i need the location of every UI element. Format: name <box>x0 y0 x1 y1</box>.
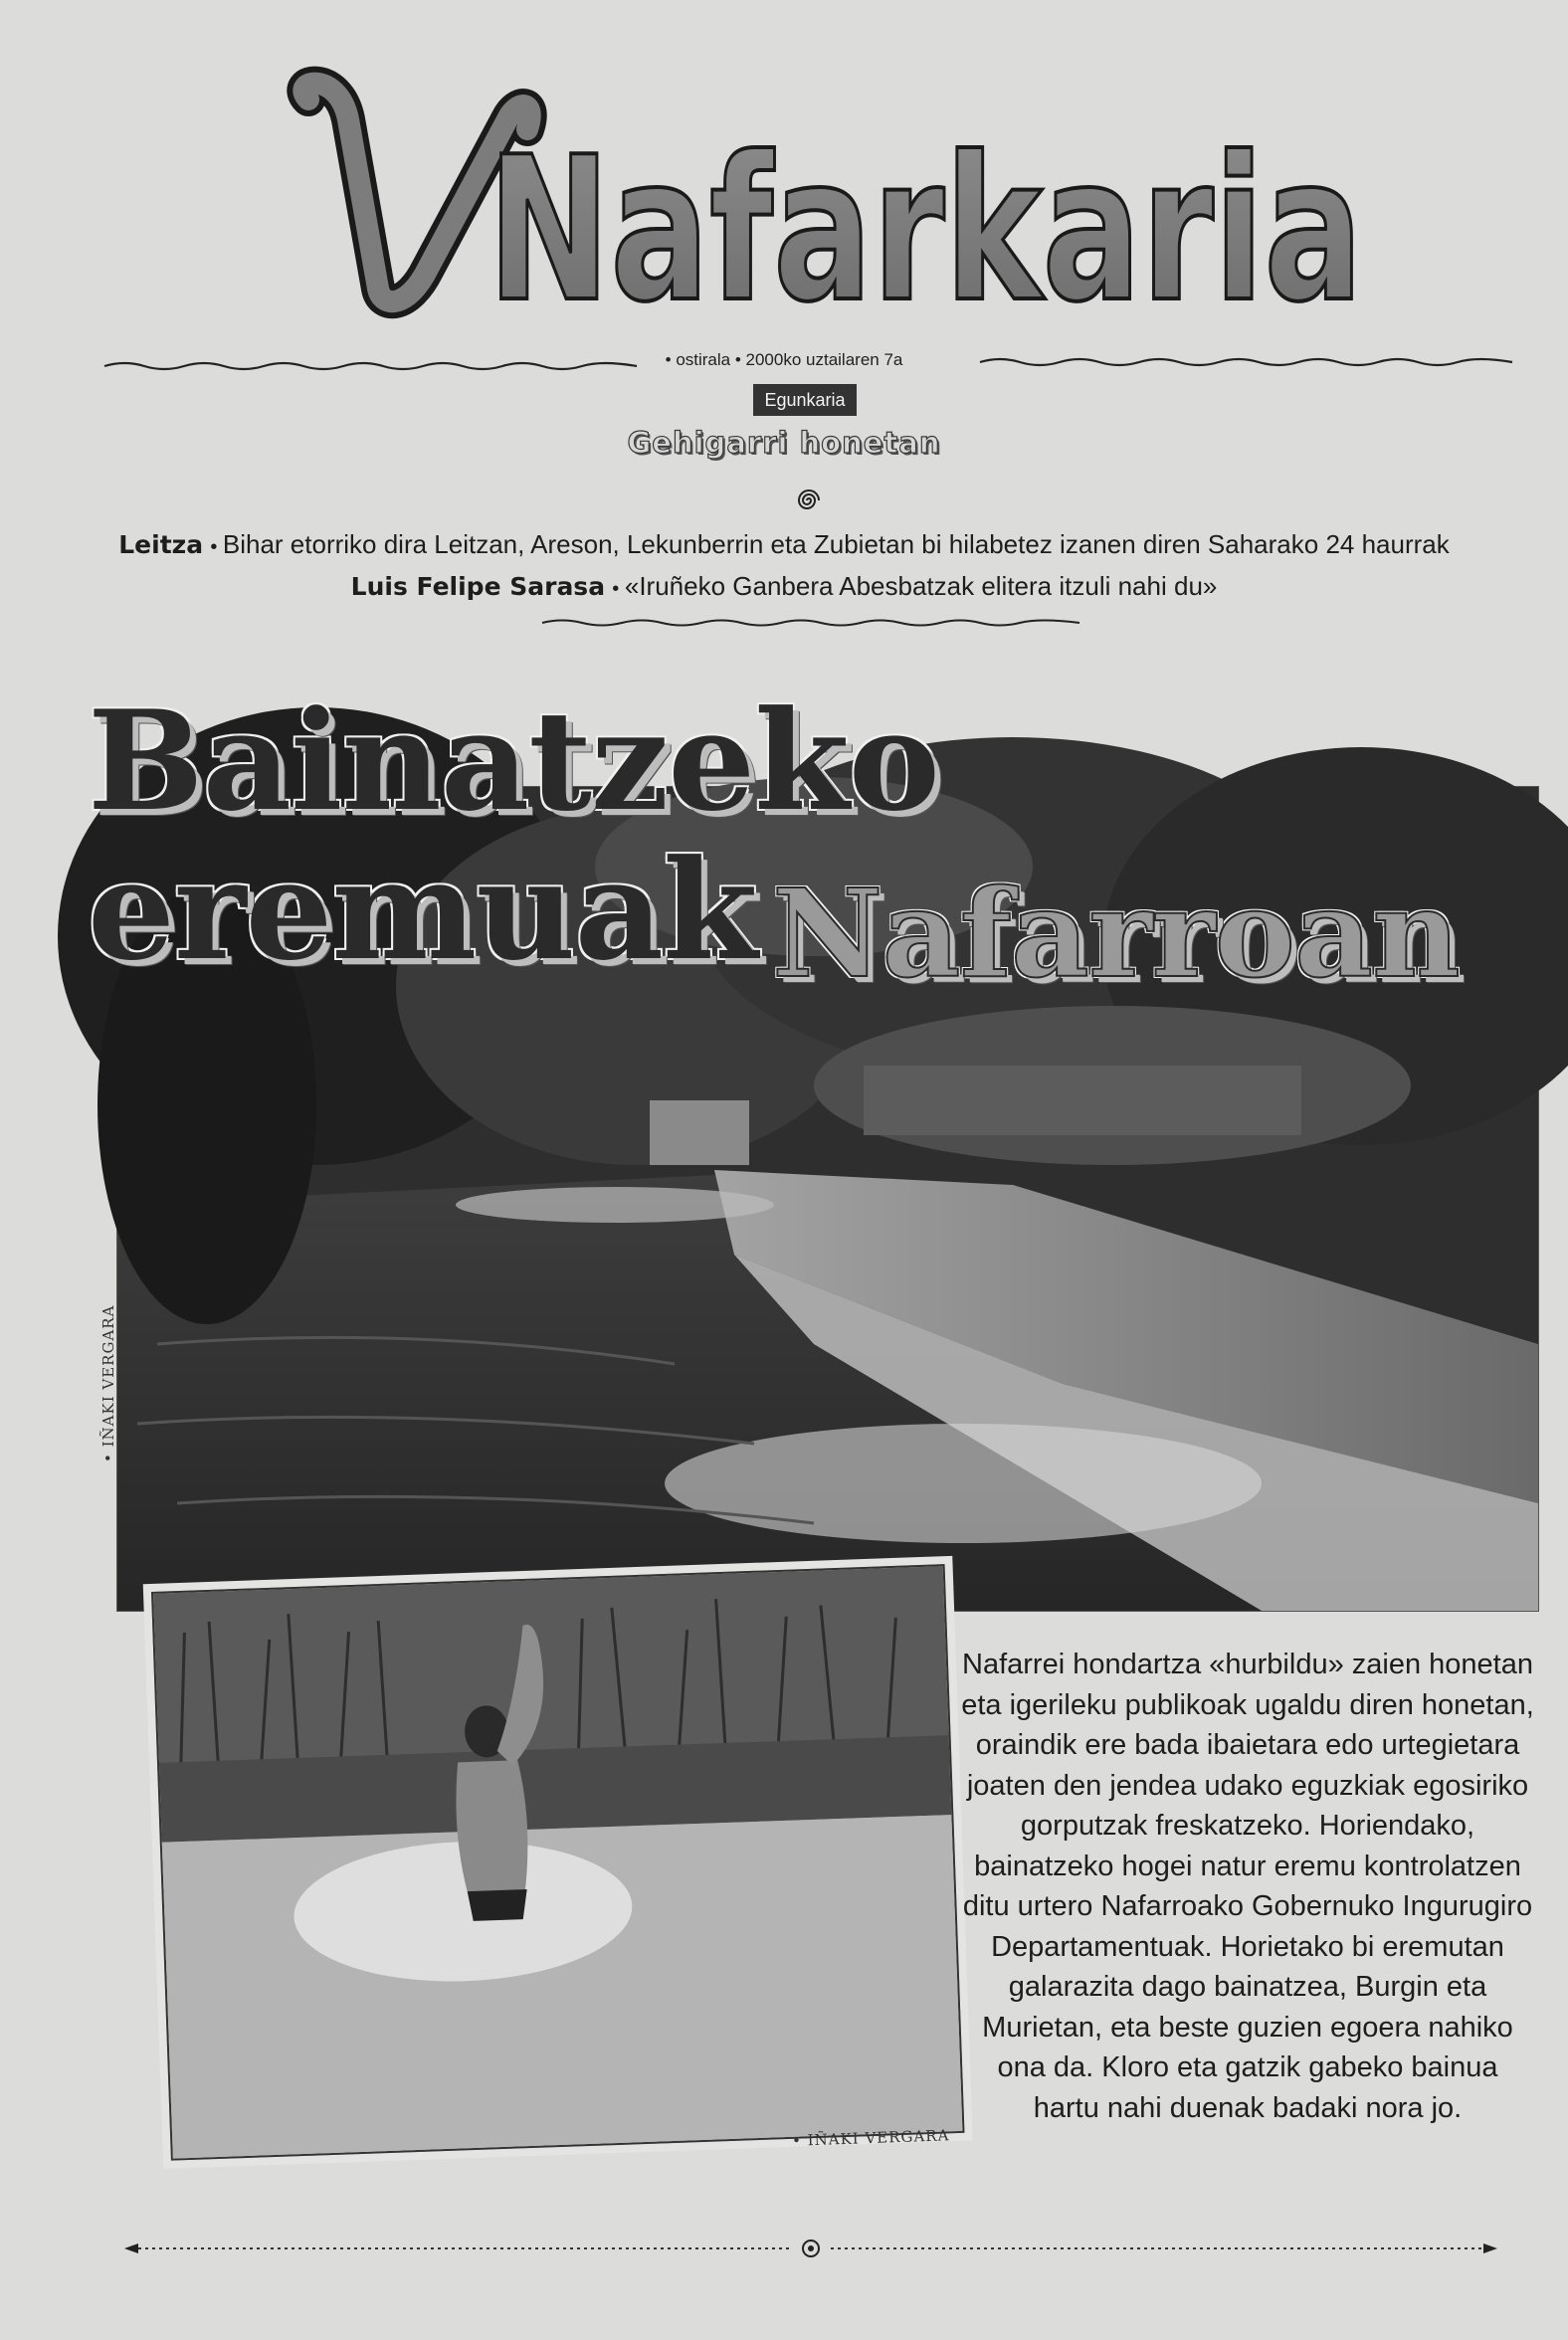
teaser-text: «Iruñeko Ganbera Abesbatzak elitera itzuli nahi du» <box>624 571 1218 601</box>
teaser-leitza[interactable] <box>0 529 1568 560</box>
teaser-text: Bihar etorriko dira Leitzan, Areson, Lekunberrin eta Zubietan bi hilabetez izanen diren Saharako 24 haurrak <box>222 529 1450 559</box>
teaser-sarasa[interactable] <box>0 571 1568 602</box>
bottom-rule <box>124 2239 1497 2258</box>
teaser-lead: Luis Felipe Sarasa <box>350 572 606 601</box>
bullet: • <box>612 578 625 600</box>
supplement-heading: Gehigarri honetan <box>627 426 941 460</box>
photo-credit-swimmer: • IÑAKI VERGARA <box>791 2126 950 2150</box>
teaser-rule <box>542 615 1079 631</box>
teaser-lead: Leitza <box>118 530 204 559</box>
swimmer-photo <box>151 1564 964 2161</box>
egunkaria-badge: Egunkaria <box>753 384 857 416</box>
headline-line-2: Nafarroan <box>772 862 1460 1005</box>
masthead-logo <box>279 60 1393 346</box>
spiral-icon <box>796 488 822 513</box>
bullet: • <box>210 536 223 558</box>
photo-credit-main: • IÑAKI VERGARA <box>99 1304 117 1462</box>
dateline: • ostirala • 2000ko uztailaren 7a <box>665 350 903 369</box>
masthead-title: Nafarkaria <box>488 114 1363 346</box>
headline-line-1: Bainatzeko eremuak <box>88 680 939 991</box>
article-body: Nafarrei hondartza «hurbildu» zaien honetan eta igerileku publikoak ugaldu diren honetan, oraindik ere bada ibaietara edo urtegietara joaten den jendea udako eguzkiak egosiriko gorputzak freskatzeko. Horiendako, bainatzeko hogei natur eremu kontrolatzen ditu urtero Nafarroako Gobernuko Ingurugiro Departamentuak. Horietako bi eremutan galarazita dago bainatzea, Burgin eta Murietan, eta beste guzien egoera nahiko ona da. Kloro eta gatzik gabeko bainua hartu nahi duenak badaki nora jo. <box>961 1649 1534 2124</box>
